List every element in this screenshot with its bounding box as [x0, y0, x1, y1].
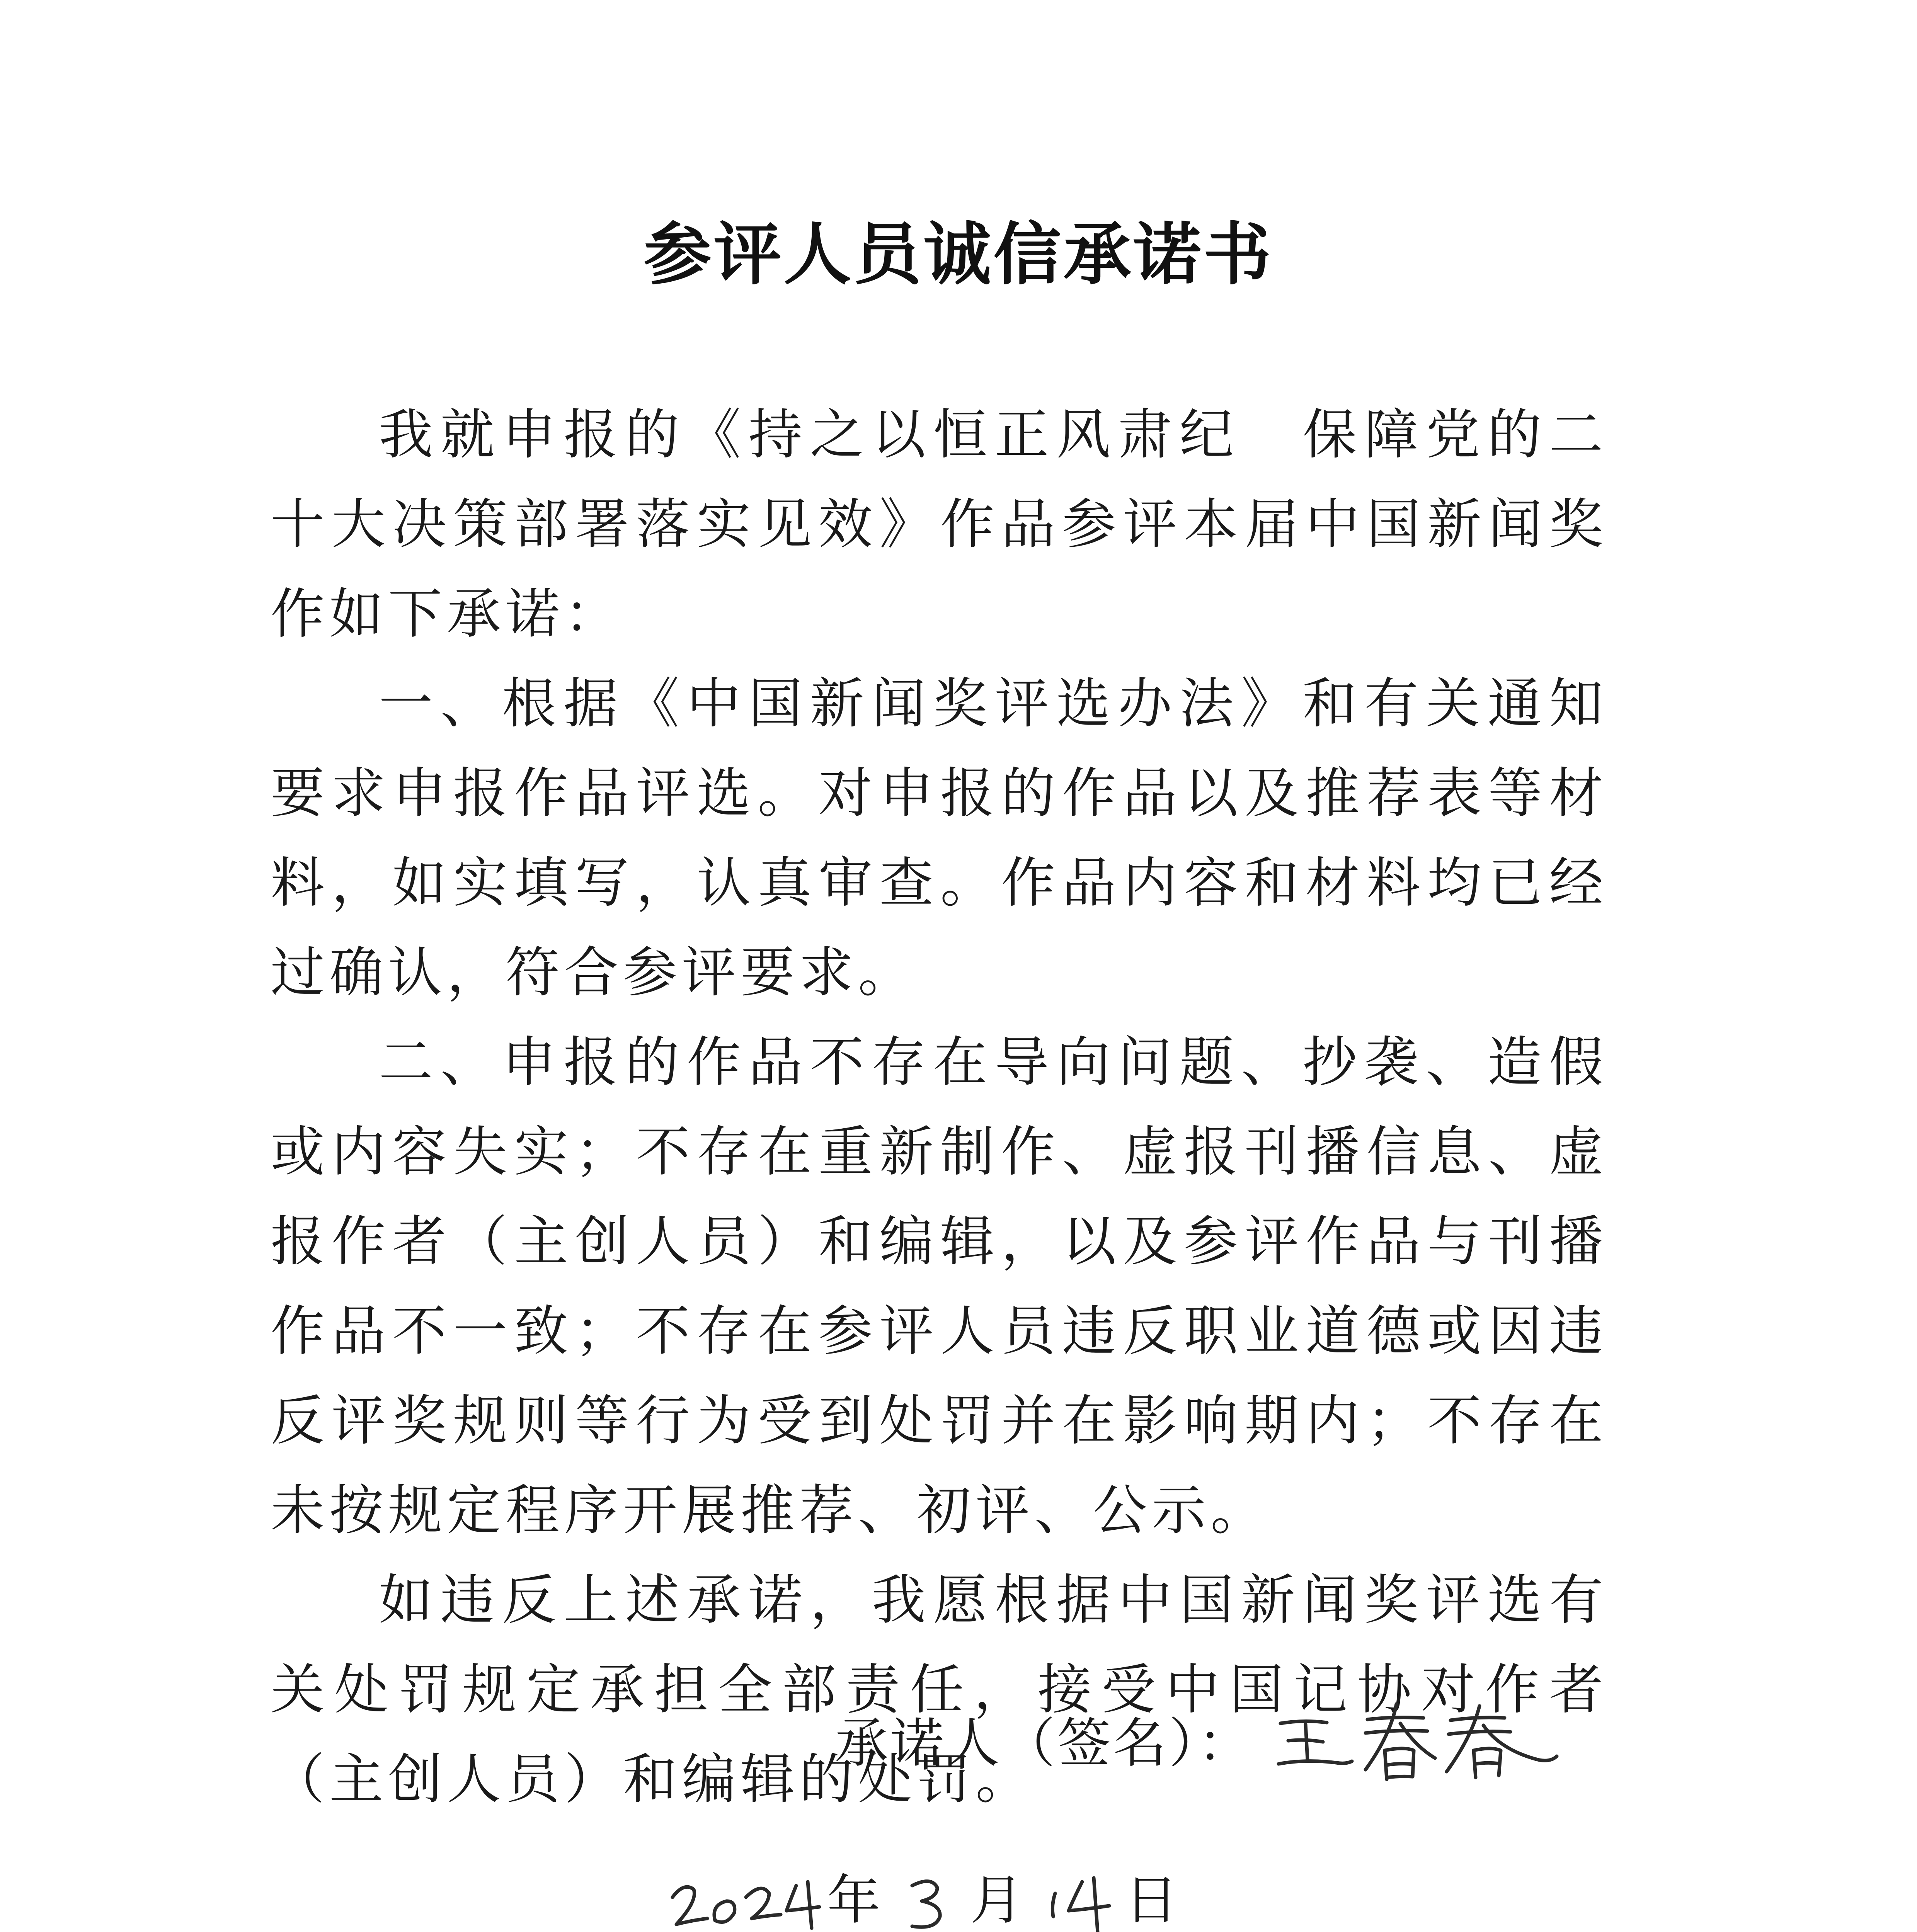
handwritten-signature: [1269, 1692, 1563, 1785]
day-unit: 日: [1125, 1869, 1178, 1931]
signature-block: [835, 1692, 1563, 1785]
paragraph-closing: 如违反上述承诺，我愿根据中国新闻奖评选有关处罚规定承担全部责任，接受中国记协对作者（主创人员）和编辑的处罚。: [271, 1569, 1608, 1811]
paragraph-intro: 我就申报的《持之以恒正风肃纪 保障党的二十大决策部署落实见效》作品参评本届中国新闻奖作如下承诺：: [271, 403, 1608, 646]
date-block: [665, 1839, 1245, 1932]
signature-label: 承诺人（签名）：: [835, 1712, 1254, 1774]
handwritten-day: [1052, 1878, 1109, 1932]
handwritten-date: [665, 1839, 1245, 1932]
document-body: [271, 390, 1608, 1825]
year-unit: 年: [827, 1869, 881, 1931]
paragraph-clause-2: 二、申报的作品不存在导向问题、抄袭、造假或内容失实；不存在重新制作、虚报刊播信息、虚报作者（主创人员）和编辑，以及参评作品与刊播作品不一致；不存在参评人员违反职业道德或因违反评奖规则等行为受到处罚并在影响期内；不存在未按规定程序开展推荐、初评、公示。: [271, 1031, 1608, 1542]
handwritten-year: [672, 1882, 819, 1928]
paragraph-clause-1: 一、根据《中国新闻奖评选办法》和有关通知要求申报作品评选。对申报的作品以及推荐表等材料，如实填写，认真审查。作品内容和材料均已经过确认，符合参评要求。: [271, 672, 1608, 1004]
month-unit: 月: [970, 1869, 1024, 1931]
document-title: 参评人员诚信承诺书: [644, 216, 1273, 294]
handwritten-month: [912, 1881, 940, 1927]
